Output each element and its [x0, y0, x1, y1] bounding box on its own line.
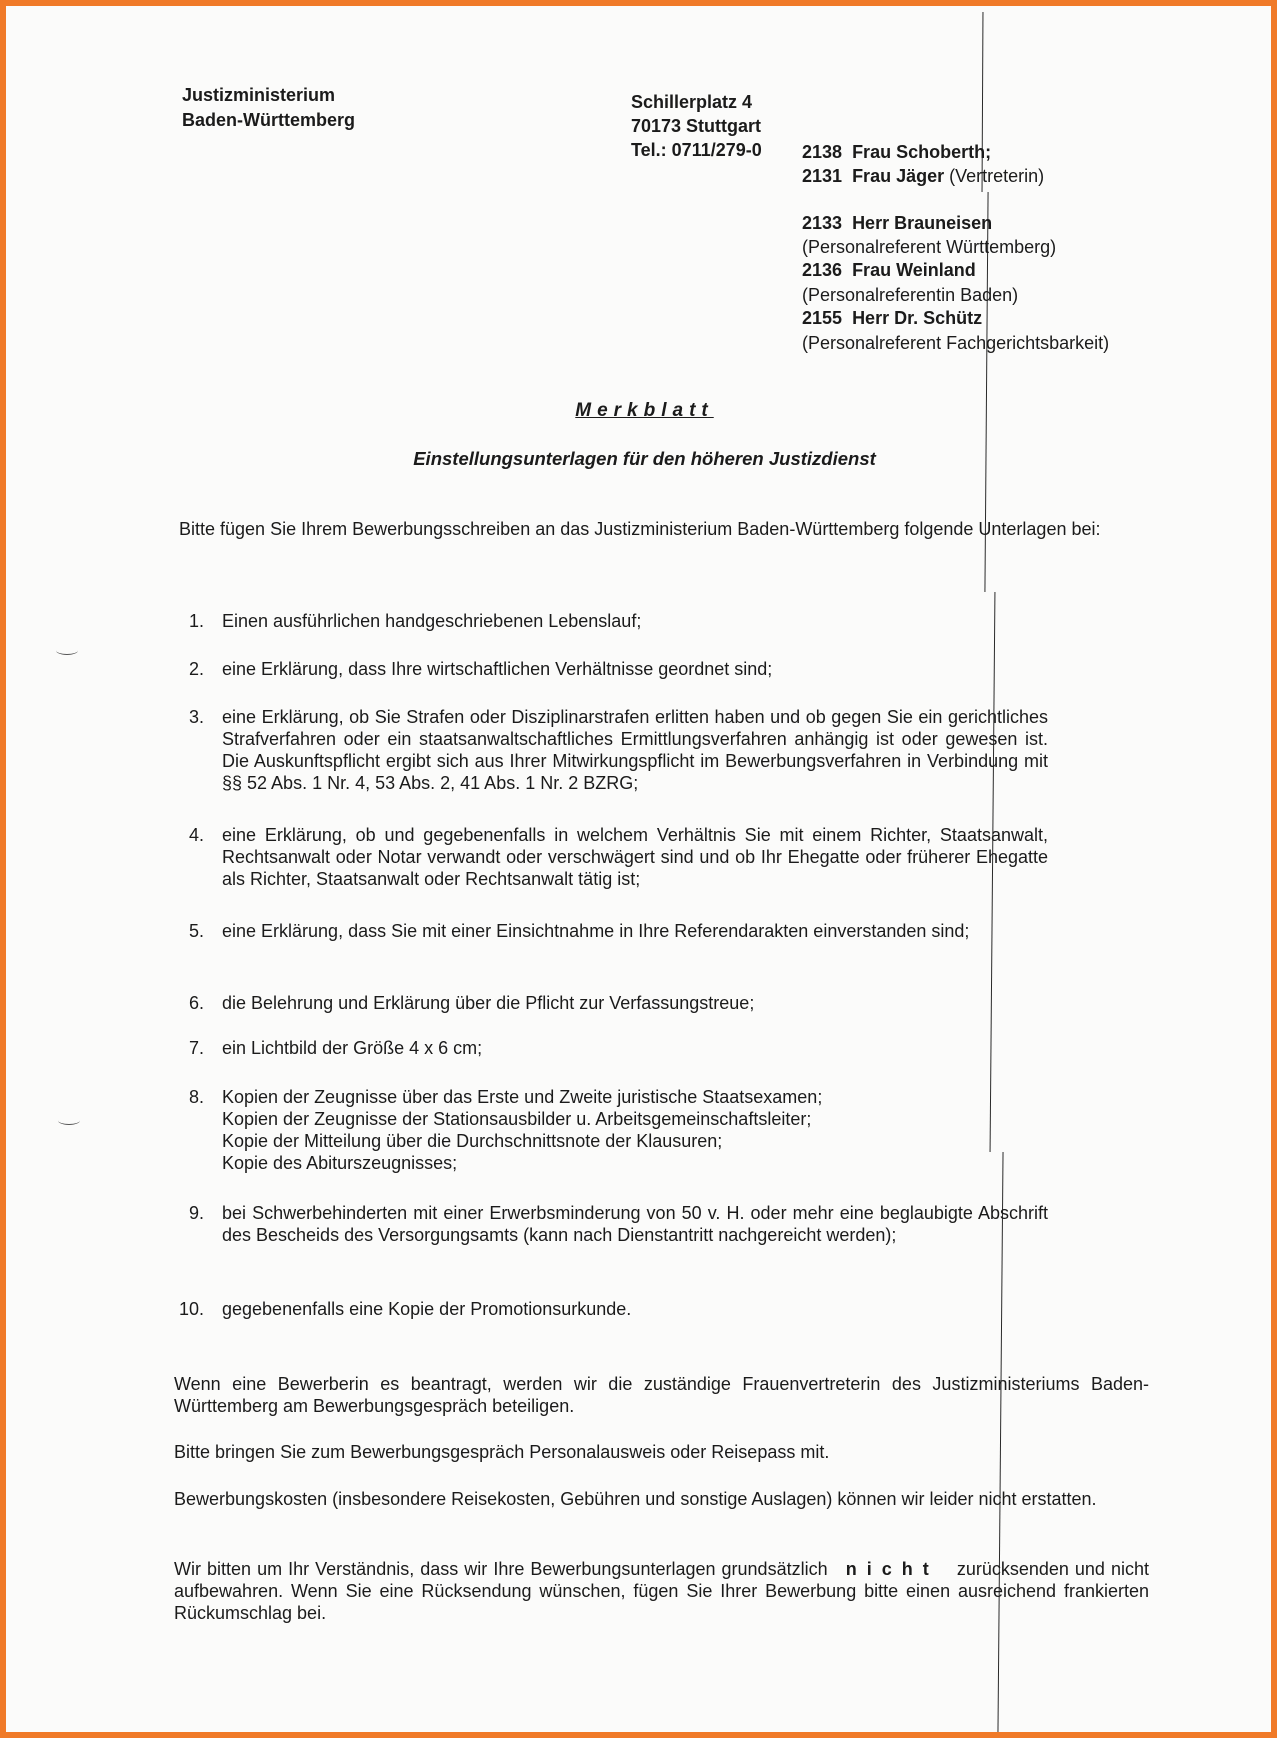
- list-text: Einen ausführlichen handgeschriebenen Lebenslauf;: [222, 611, 642, 631]
- closing-paragraph-1: Wenn eine Bewerberin es beantragt, werden wir die zuständige Frauenvertreterin des Justizministeriums Baden-Württemberg am Bewerbungsgespräch beteiligen.: [174, 1374, 1149, 1416]
- contact-role: (Personalreferent Württemberg): [802, 237, 1057, 257]
- list-text: ein Lichtbild der Größe 4 x 6 cm;: [222, 1038, 483, 1058]
- contact-ext: 2136: [802, 260, 843, 280]
- list-text: gegebenenfalls eine Kopie der Promotionsurkunde.: [222, 1299, 632, 1319]
- punch-mark: [58, 1116, 80, 1125]
- address-street: Schillerplatz 4: [631, 92, 753, 112]
- contact-ext: 2131: [802, 166, 843, 186]
- closing-paragraph-3: Bewerbungskosten (insbesondere Reisekosten, Gebühren und sonstige Auslagen) können wir leider nicht erstatten.: [174, 1489, 1097, 1509]
- closing-paragraph-4: [174, 1558, 1149, 1624]
- list-text-line: Kopie des Abiturszeugnisses;: [222, 1153, 458, 1173]
- document-subtitle: Einstellungsunterlagen für den höheren Justizdienst: [413, 448, 876, 469]
- list-number: 6.: [188, 993, 204, 1013]
- closing-p4-emphasis: nicht: [845, 1559, 939, 1579]
- contact-entry: [802, 307, 982, 330]
- closing-p4-before: Wir bitten um Ihr Verständnis, dass wir Ihre Bewerbungsunterlagen grundsätzlich: [174, 1559, 828, 1579]
- contact-role: (Personalreferentin Baden): [802, 285, 1019, 305]
- list-text: bei Schwerbehinderten mit einer Erwerbsminderung von 50 v. H. oder mehr eine beglaubigte Abschrift des Bescheids des Versorgungsamts (kann nach Dienstantritt nachgereicht werden);: [222, 1203, 1048, 1245]
- list-text: eine Erklärung, dass Ihre wirtschaftlichen Verhältnisse geordnet sind;: [222, 659, 773, 679]
- contact-name: Frau Weinland: [852, 260, 976, 280]
- address-city: 70173 Stuttgart: [631, 116, 762, 136]
- contact-ext: 2133: [802, 213, 843, 233]
- contact-name: Frau Schoberth;: [852, 142, 992, 162]
- closing-paragraph-2: Bitte bringen Sie zum Bewerbungsgespräch Personalausweis oder Reisepass mit.: [174, 1442, 830, 1462]
- list-number: 4.: [188, 825, 204, 845]
- contact-role: (Vertreterin): [949, 166, 1045, 186]
- contact-role: (Personalreferent Fachgerichtsbarkeit): [802, 333, 1110, 353]
- sender-line-1: Justizministerium: [182, 85, 336, 105]
- contact-entry: [802, 259, 976, 282]
- list-number: 1.: [188, 611, 204, 631]
- list-number: 5.: [188, 921, 204, 941]
- list-number: 10.: [178, 1299, 204, 1319]
- list-number: 3.: [188, 707, 204, 727]
- list-text-lines: [222, 1086, 1048, 1174]
- sender-line-2: Baden-Württemberg: [182, 110, 356, 130]
- contact-name: Herr Brauneisen: [852, 213, 993, 233]
- address-tel: Tel.: 0711/279-0: [631, 140, 762, 160]
- punch-mark: [56, 646, 78, 655]
- contact-entry: [802, 141, 991, 164]
- contact-entry: [802, 165, 1044, 188]
- contact-ext: 2155: [802, 308, 843, 328]
- list-text: eine Erklärung, dass Sie mit einer Einsichtnahme in Ihre Referendarakten einverstanden sind;: [222, 921, 970, 941]
- closing-p4-after: zurücksenden und nicht aufbewahren. Wenn Sie eine Rücksendung wünschen, fügen Sie Ihrer Bewerbung bitte einen ausreichend frankierten Rückumschlag bei.: [174, 1559, 1149, 1623]
- contact-ext: 2138: [802, 142, 843, 162]
- list-text-line: Kopien der Zeugnisse über das Erste und Zweite juristische Staatsexamen;: [222, 1087, 823, 1107]
- intro-paragraph: Bitte fügen Sie Ihrem Bewerbungsschreiben an das Justizministerium Baden-Württemberg folgende Unterlagen bei:: [179, 519, 1101, 539]
- list-number: 9.: [188, 1203, 204, 1223]
- contact-name: Herr Dr. Schütz: [852, 308, 983, 328]
- list-number: 2.: [188, 659, 204, 679]
- list-text: die Belehrung und Erklärung über die Pflicht zur Verfassungstreue;: [222, 993, 755, 1013]
- contact-entry: [802, 212, 992, 235]
- list-text-line: Kopie der Mitteilung über die Durchschnittsnote der Klausuren;: [222, 1131, 723, 1151]
- contact-name: Frau Jäger: [852, 166, 945, 186]
- list-number: 8.: [188, 1087, 204, 1107]
- list-text-line: Kopien der Zeugnisse der Stationsausbilder u. Arbeitsgemeinschaftsleiter;: [222, 1109, 812, 1129]
- list-number: 7.: [188, 1038, 204, 1058]
- list-text: eine Erklärung, ob und gegebenenfalls in welchem Verhältnis Sie mit einem Richter, Staatsanwalt, Rechtsanwalt oder Notar verwandt oder verschwägert sind und ob Ihr Ehegatte oder früherer Ehegatte als Richter, Staatsanwalt oder Rechtsanwalt tätig ist;: [222, 825, 1048, 889]
- document-title: Merkblatt: [575, 400, 714, 421]
- list-text: eine Erklärung, ob Sie Strafen oder Disziplinarstrafen erlitten haben und ob gegen Sie ein gerichtliches Strafverfahren oder ein staatsanwaltschaftliches Ermittlungsverfahren anhängig ist oder gewesen ist. Die Auskunftspflicht ergibt sich aus Ihrer Mitwirkungspflicht im Bewerbungsverfahren in Verbindung mit §§ 52 Abs. 1 Nr. 4, 53 Abs. 2, 41 Abs. 1 Nr. 2 BZRG;: [222, 707, 1048, 793]
